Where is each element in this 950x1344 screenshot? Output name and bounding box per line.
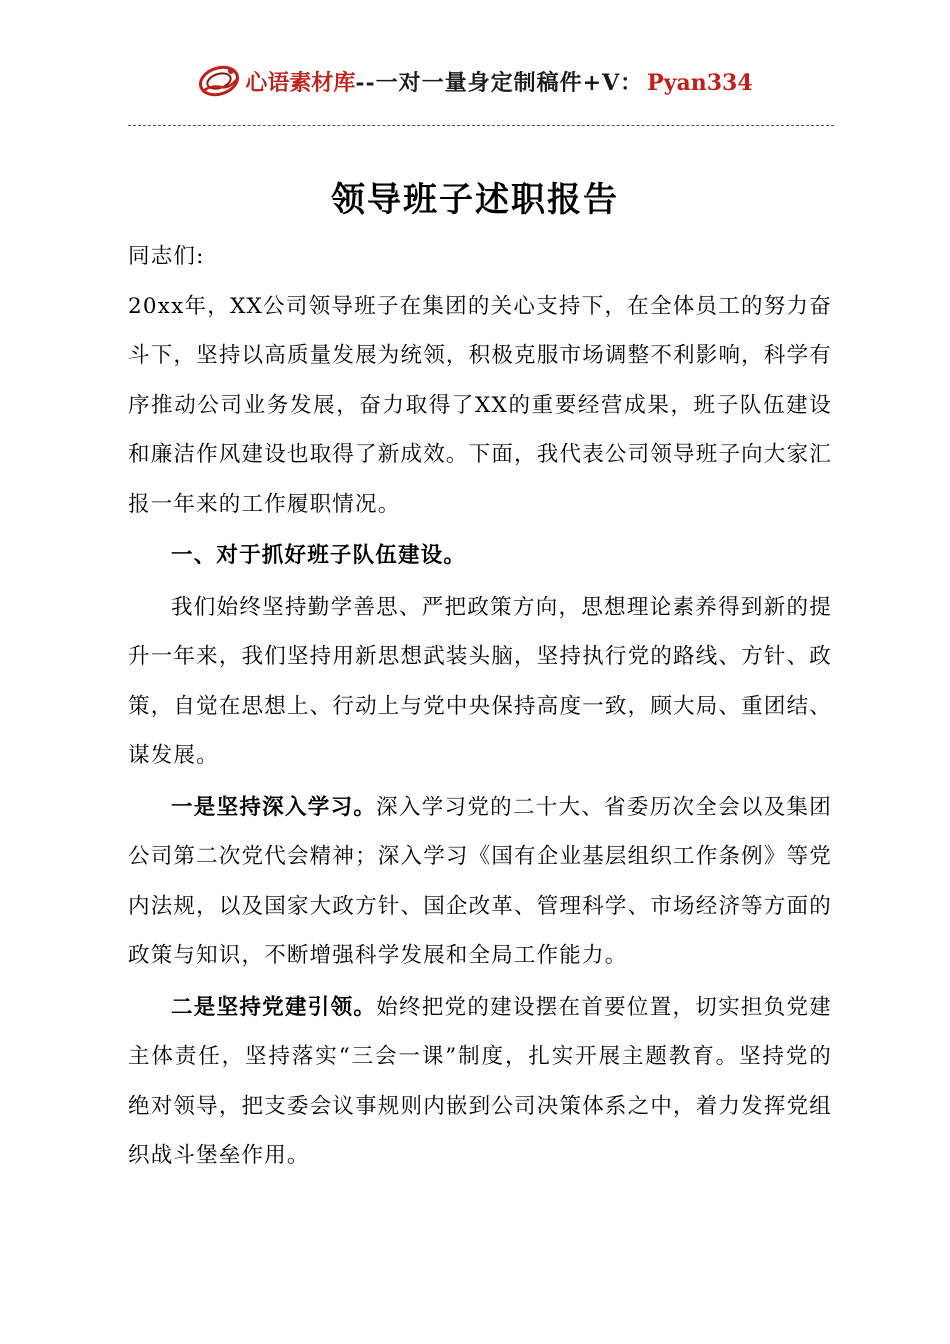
- salutation: 同志们:: [128, 244, 205, 269]
- header-text: [245, 66, 752, 97]
- intro-paragraph: 20xx年，XX公司领导班子在集团的关心支持下，在全体员工的努力奋斗下，坚持以高质量发展为统领，积极克服市场调整不利影响，科学有序推动公司业务发展，奋力取得了XX的重要经营成果，班子队伍建设和廉洁作风建设也取得了新成效。下面，我代表公司领导班子向大家汇报一年来的工作履职情况。: [128, 293, 832, 517]
- point-lead-2: 二是坚持党建引领。: [171, 994, 377, 1020]
- point-body-1: 深入学习党的二十大、省委历次全会以及集团公司第二次党代会精神；深入学习《国有企业基层组织工作条例》等党内法规，以及国家大政方针、国企改革、管理科学、市场经济等方面的政策与知识，不断增强科学发展和全局工作能力。: [128, 794, 832, 968]
- point-paragraph-2: [128, 983, 832, 1181]
- document-body: [128, 232, 832, 1181]
- header-slogan: --一对一量身定制稿件+V：: [355, 69, 644, 96]
- brand-logo-icon: [197, 61, 243, 101]
- section-paragraph: 我们始终坚持勤学善思、严把政策方向，思想理论素养得到新的提升一年来，我们坚持用新思想武装头脑，坚持执行党的路线、方针、政策，自觉在思想上、行动上与党中央保持高度一致，顾大局、重团结、谋发展。: [128, 594, 832, 768]
- header-contact: Pyan334: [647, 69, 753, 96]
- document-title: 领导班子述职报告: [331, 180, 619, 220]
- header-divider: [128, 125, 834, 126]
- point-paragraph-1: [128, 783, 832, 981]
- point-lead-1: 一是坚持深入学习。: [171, 794, 377, 820]
- brand-name: 心语素材库: [245, 69, 356, 96]
- point-body-2: 始终把党的建设摆在首要位置，切实担负党建主体责任，坚持落实“三会一课”制度，扎实开展主题教育。坚持党的绝对领导，把支委会议事规则内嵌到公司决策体系之中，着力发挥党组织战斗堡垒作用。: [128, 994, 832, 1168]
- page-header: [0, 56, 950, 106]
- section-heading: 一、对于抓好班子队伍建设。: [171, 543, 467, 568]
